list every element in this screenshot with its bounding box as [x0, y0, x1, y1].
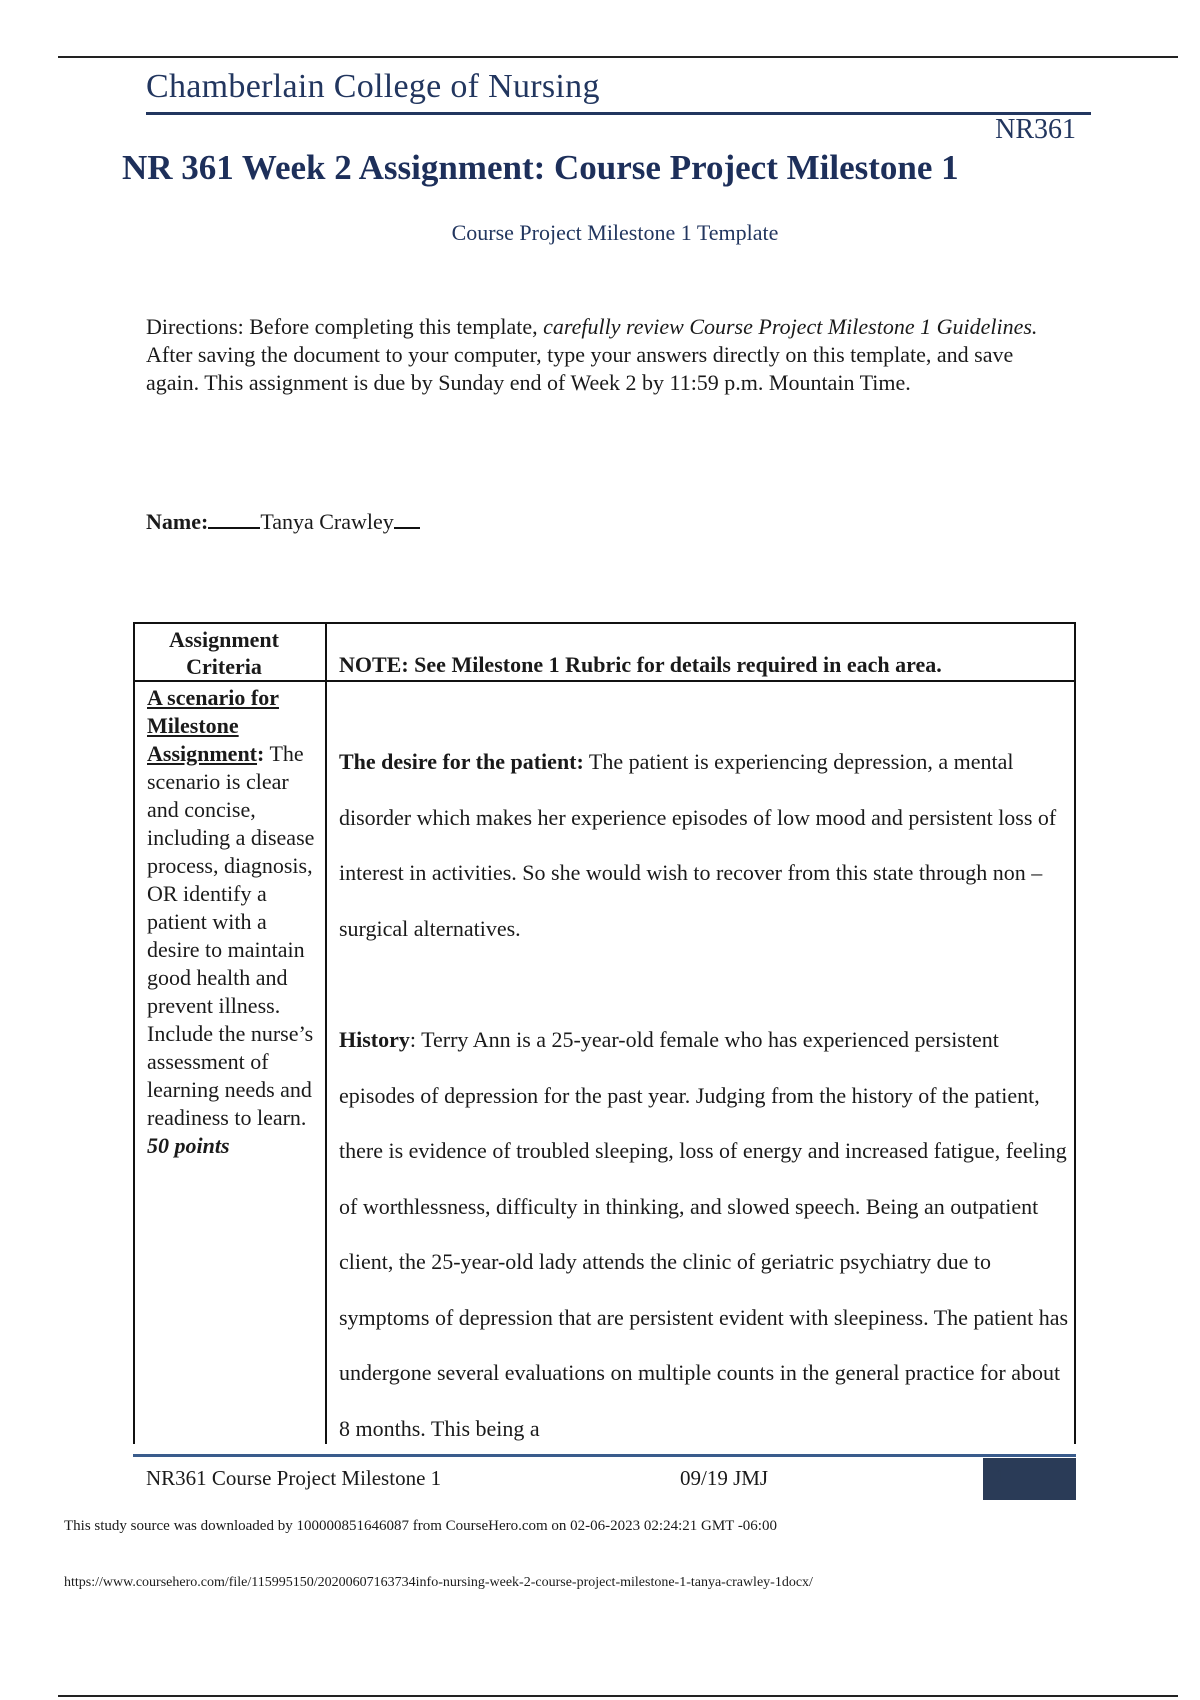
table-column-divider [325, 624, 327, 1444]
history-text: : Terry Ann is a 25-year-old female who has experienced persistent episodes of depression for the past year. Judging from the history of the patient, there is evidence of troubled sleeping, loss of energy and increased fatigue, feeling of worthlessness, difficulty in thinking, and slowed speech. Being an outpatient client, the 25-year-old lady attends the clinic of geriatric psychiatry due to symptoms of depression that are persistent evident with sleepiness. The patient has undergone several evaluations on multiple counts in the general practice for about 8 months. This being a [339, 1027, 1069, 1441]
course-code: NR361 [995, 114, 1076, 145]
criteria-cell [147, 684, 322, 1160]
directions-paragraph [146, 313, 1056, 397]
document-title: NR 361 Week 2 Assignment: Course Project Milestone 1 [122, 148, 959, 187]
history-paragraph [339, 1012, 1074, 1456]
criteria-title: A scenario for Milestone Assignment [147, 685, 279, 766]
table-header-divider [135, 680, 1074, 682]
footer-course-title: NR361 Course Project Milestone 1 [146, 1466, 442, 1490]
template-subtitle: Course Project Milestone 1 Template [451, 220, 779, 245]
criteria-description: The scenario is clear and concise, including a disease process, diagnosis, OR identify a patient with a desire to maintain good health and prevent illness. Include the nurse’s assessment of learning needs and readiness to learn. [147, 741, 315, 1130]
bottom-divider [58, 1695, 1178, 1697]
page-number: 1 [995, 1466, 1004, 1486]
header-underline [146, 112, 1091, 115]
name-blank-left [208, 509, 260, 529]
name-value: Tanya Crawley [260, 509, 394, 534]
desire-text: The patient is experiencing depression, a mental disorder which makes her experience episodes of low mood and persistent loss of interest in activities. So she would wish to recover from this state through non –surgical alternatives. [339, 749, 1057, 941]
directions-rest: After saving the document to your computer, type your answers directly on this template, and save again. This assignment is due by Sunday end of Week 2 by 11:59 p.m. Mountain Time. [146, 342, 1014, 395]
answer-cell [339, 734, 1074, 1456]
directions-emphasis: carefully review Course Project Milestone 1 Guidelines. [543, 314, 1038, 339]
note-column-header: NOTE: See Milestone 1 Rubric for details required in each area. [339, 652, 942, 677]
top-divider [58, 56, 1178, 58]
college-name: Chamberlain College of Nursing [146, 68, 600, 105]
history-label: History [339, 1027, 410, 1052]
name-label: Name: [146, 509, 209, 534]
directions-lead: Directions: Before completing this template, [146, 314, 544, 339]
desire-paragraph [339, 734, 1074, 956]
criteria-colon: : [257, 741, 265, 766]
name-blank-right [394, 509, 420, 529]
page-number-box [983, 1458, 1076, 1500]
rubric-table [133, 622, 1076, 1444]
criteria-column-header: Assignment Criteria [168, 627, 279, 679]
name-field [146, 509, 420, 535]
download-source-note: This study source was downloaded by 100000851646087 from CourseHero.com on 02-06-2023 02:24:21 GMT -06:00 [64, 1518, 777, 1534]
desire-label: The desire for the patient: [339, 749, 584, 774]
footer-date-initials: 09/19 JMJ [680, 1466, 769, 1490]
source-url[interactable]: https://www.coursehero.com/file/115995150/20200607163734info-nursing-week-2-course-project-milestone-1-tanya-crawley-1docx/ [64, 1575, 813, 1590]
criteria-points: 50 points [147, 1133, 230, 1158]
footer-divider [133, 1454, 1076, 1457]
